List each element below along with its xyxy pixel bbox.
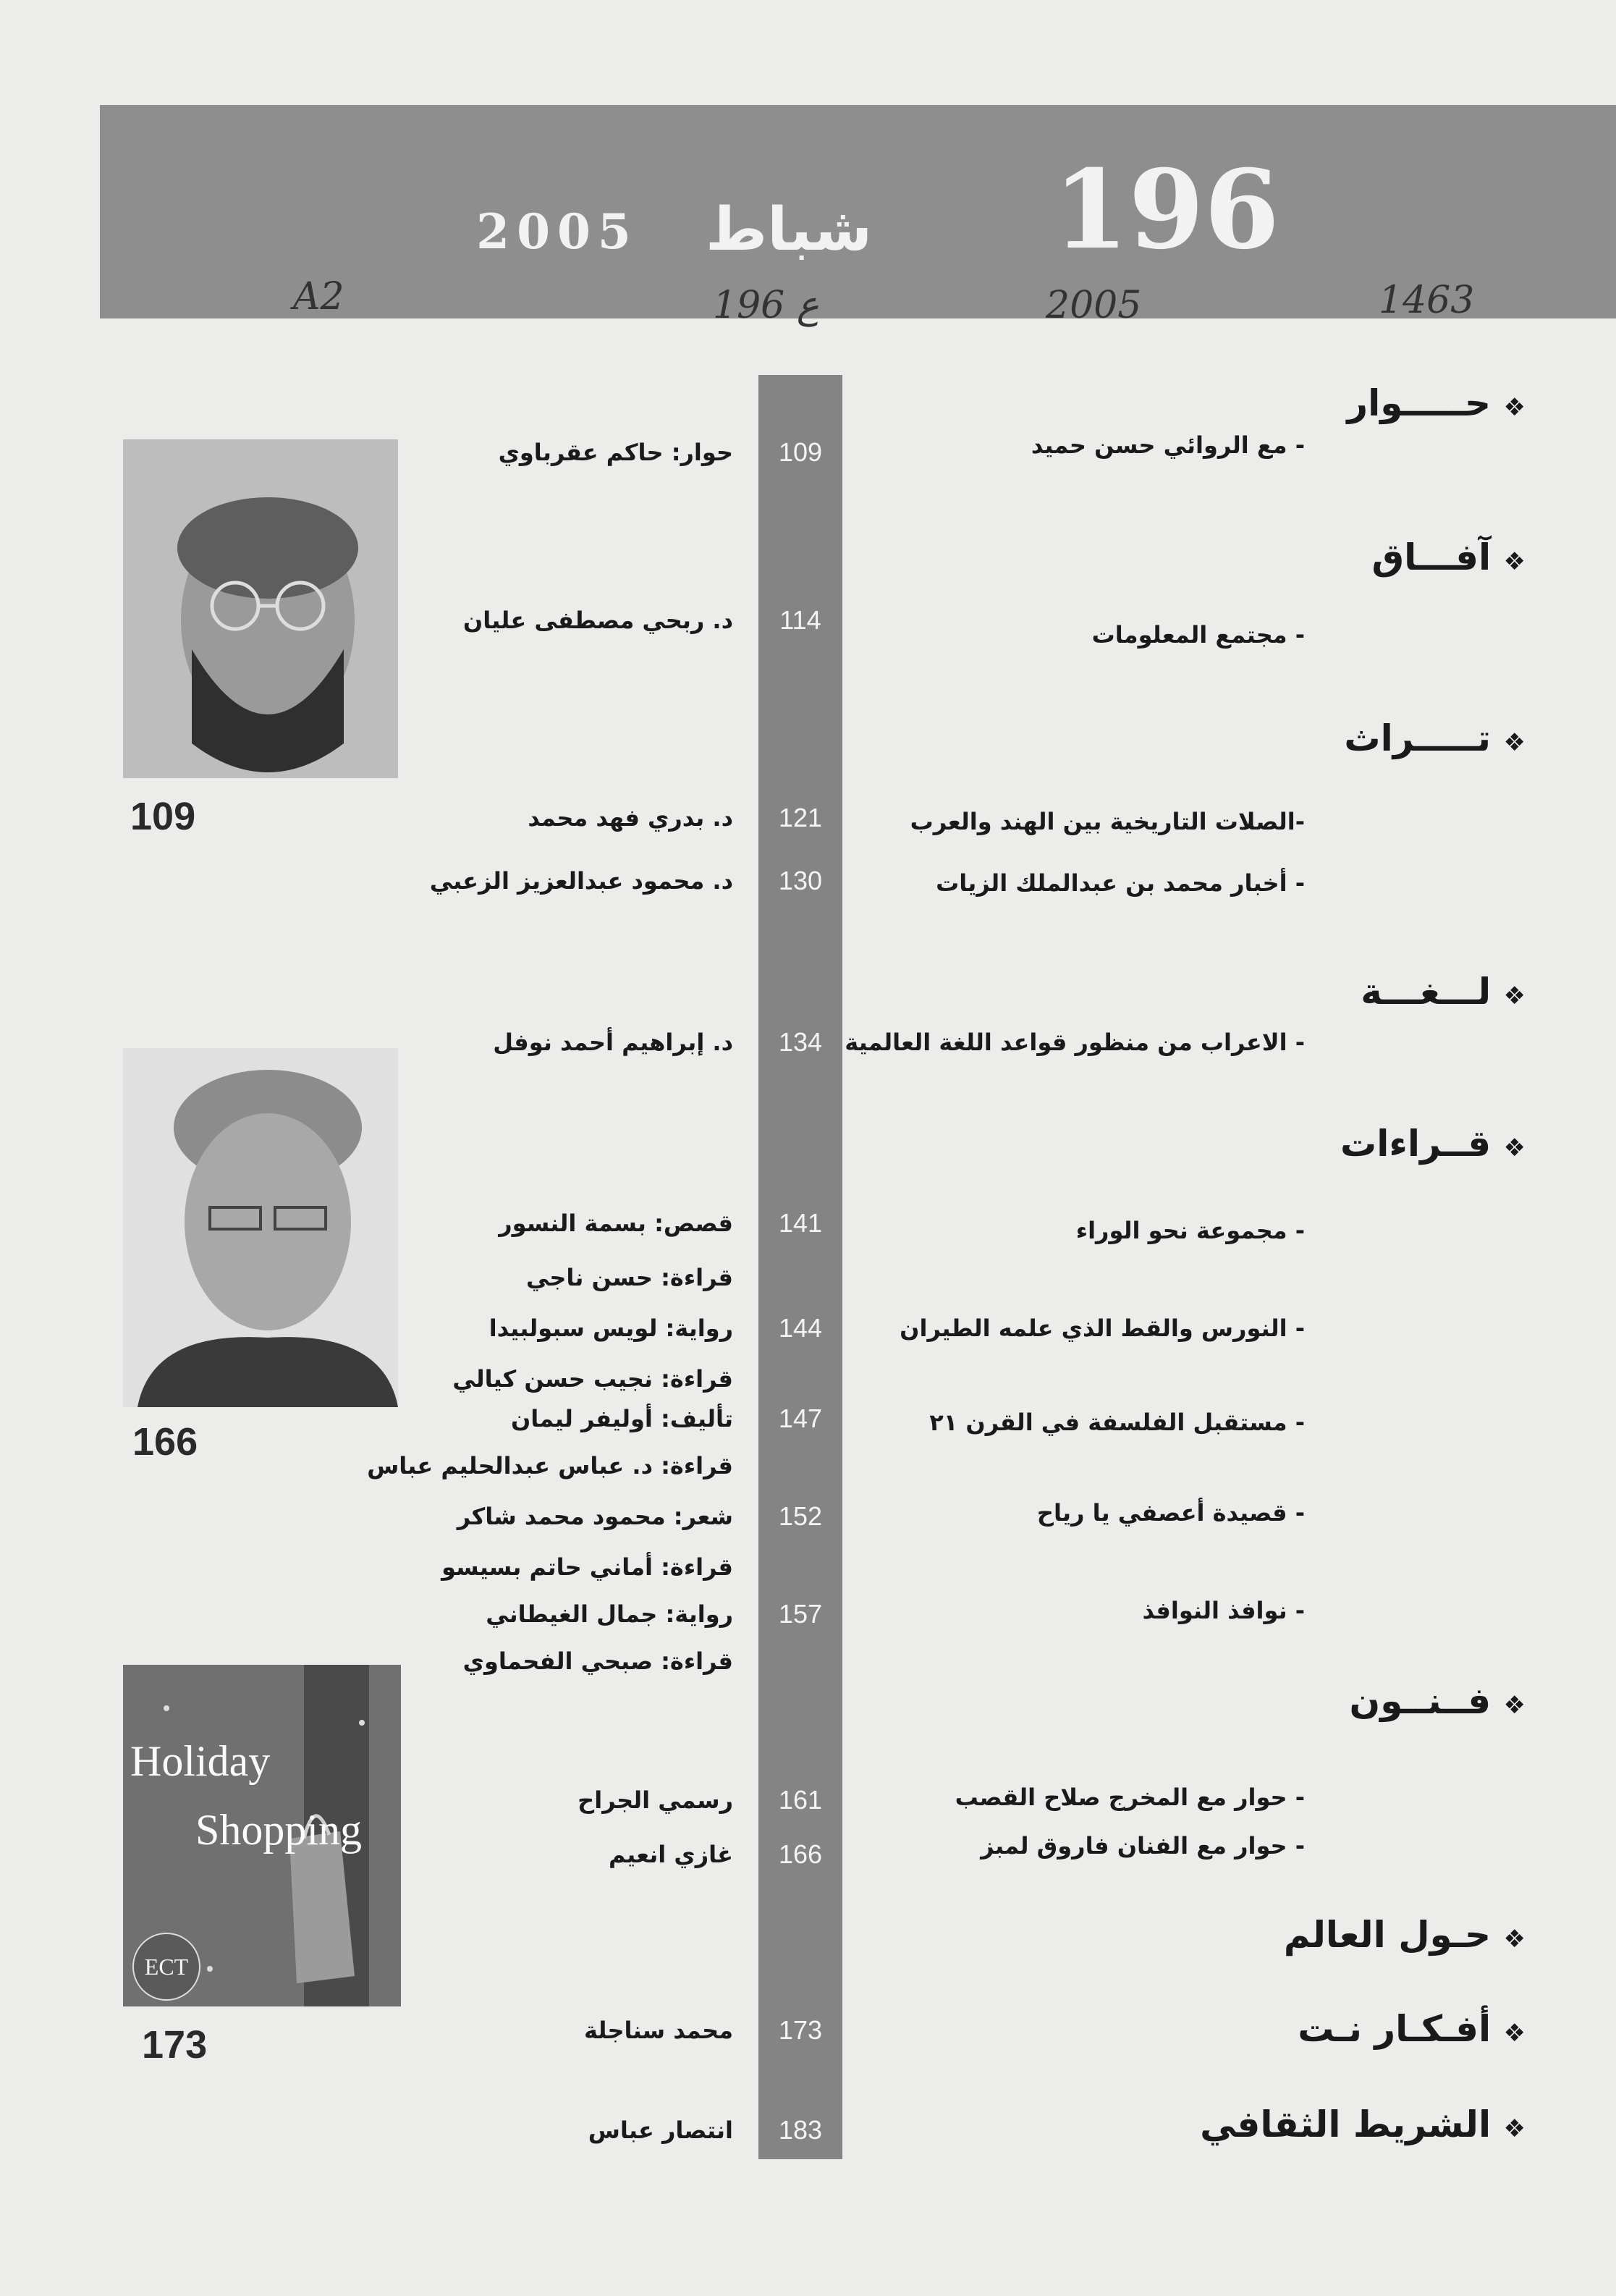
page-number: 166 — [778, 1839, 823, 1869]
author: رواية: لويس سبولبيدا — [488, 1314, 733, 1342]
author: قراءة: نجيب حسن كيالي — [452, 1365, 733, 1393]
author: قصص: بسمة النسور — [499, 1210, 733, 1237]
handwritten-note: 2005 — [1046, 284, 1142, 327]
author-photo — [123, 1048, 398, 1407]
article-title: - مستقبل الفلسفة في القرن ٢١ — [929, 1409, 1305, 1436]
ad-text: Holiday — [130, 1737, 271, 1785]
article-title: - حوار مع المخرج صلاح القصب — [955, 1784, 1305, 1811]
section-heading: ❖ قــراءات — [1340, 1123, 1526, 1165]
page-number: 157 — [778, 1599, 823, 1629]
issue-number: 196 — [1053, 146, 1280, 274]
author: د. ربحي مصطفى عليان — [462, 607, 733, 634]
handwritten-note: 1463 — [1379, 279, 1475, 322]
section-marker-icon: ❖ — [1503, 1691, 1526, 1720]
portrait-icon — [123, 439, 398, 778]
handwritten-note: 196 ع — [713, 284, 819, 327]
author: غازي انعيم — [609, 1841, 733, 1868]
section-heading: ❖ فــنــون — [1349, 1680, 1526, 1722]
portrait-icon — [123, 1048, 398, 1407]
section-marker-icon: ❖ — [1503, 2114, 1526, 2143]
page-number: 121 — [778, 803, 823, 832]
author: قراءة: حسن ناجي — [525, 1264, 733, 1291]
author: شعر: محمود محمد شاكر — [457, 1503, 733, 1530]
section-marker-icon: ❖ — [1503, 1134, 1526, 1162]
page-number: 144 — [778, 1313, 823, 1343]
author: محمد سناجلة — [583, 2017, 733, 2044]
author-photo — [123, 439, 398, 778]
section-marker-icon: ❖ — [1503, 982, 1526, 1010]
ad-logo-icon: ECT — [132, 1933, 200, 2001]
page-number: 161 — [778, 1785, 823, 1815]
article-title: -الصلات التاريخية بين الهند والعرب — [910, 808, 1305, 835]
section-marker-icon: ❖ — [1503, 393, 1526, 422]
section-heading: ❖ أفـكـار نـت — [1298, 2008, 1526, 2050]
author: حوار: حاكم عقرباوي — [498, 439, 733, 466]
article-title: - مع الروائي حسن حميد — [1031, 431, 1305, 459]
section-heading: ❖ الشريط الثقافي — [1200, 2103, 1526, 2145]
author: د. بدري فهد محمد — [528, 804, 733, 832]
author: د. محمود عبدالعزيز الزعبي — [429, 867, 733, 895]
photo-caption: 166 — [132, 1420, 198, 1464]
author: انتصار عباس — [588, 2116, 733, 2144]
article-title: - النورس والقط الذي علمه الطيران — [900, 1314, 1305, 1342]
author: تأليف: أوليفر ليمان — [510, 1405, 733, 1432]
author: رواية: جمال الغيطاني — [486, 1600, 733, 1628]
page-number: 134 — [778, 1027, 823, 1057]
article-title: - حوار مع الفنان فاروق لمبز — [981, 1832, 1305, 1860]
page-number: 173 — [778, 2015, 823, 2045]
author: قراءة: أماني حاتم بسيسو — [441, 1553, 733, 1581]
author: رسمي الجراح — [578, 1786, 733, 1814]
section-marker-icon: ❖ — [1503, 728, 1526, 757]
page-number: 114 — [779, 605, 821, 635]
author: قراءة: د. عباس عبدالحليم عباس — [367, 1452, 733, 1480]
author: قراءة: صبحي الفحماوي — [462, 1647, 733, 1675]
section-heading: ❖ آفـــاق — [1371, 536, 1526, 578]
article-title: - مجموعة نحو الوراء — [1075, 1217, 1305, 1244]
page-number: 141 — [778, 1208, 823, 1238]
section-marker-icon: ❖ — [1503, 547, 1526, 576]
section-heading: ❖ لـــغـــة — [1361, 971, 1526, 1013]
section-heading: ❖ حـول العالم — [1283, 1914, 1526, 1956]
photo-caption: 173 — [142, 2023, 208, 2067]
section-heading: ❖ حـــــوار — [1347, 382, 1526, 424]
page-number: 109 — [778, 437, 823, 467]
ad-text: Shopping — [195, 1806, 363, 1854]
page-number: 130 — [778, 866, 823, 895]
page-number: 152 — [778, 1501, 823, 1531]
author: د. إبراهيم أحمد نوفل — [493, 1029, 733, 1056]
section-marker-icon: ❖ — [1503, 2019, 1526, 2048]
section-heading: ❖ تـــــراث — [1344, 717, 1526, 759]
page-number-bar — [758, 375, 842, 2159]
article-title: - قصيدة أعصفي يا رياح — [1036, 1499, 1305, 1527]
page-number: 147 — [778, 1404, 823, 1433]
article-title: - نوافذ النوافذ — [1142, 1597, 1305, 1624]
article-title: - مجتمع المعلومات — [1091, 621, 1305, 649]
handwritten-note: A2 — [293, 275, 344, 318]
photo-caption: 109 — [130, 795, 196, 838]
article-title: - الاعراب من منظور قواعد اللغة العالمية — [845, 1029, 1305, 1056]
issue-month: شباط — [705, 195, 873, 264]
issue-year: 2005 — [476, 203, 638, 260]
section-marker-icon: ❖ — [1503, 1925, 1526, 1954]
page-number: 183 — [778, 2115, 823, 2145]
article-title: - أخبار محمد بن عبدالملك الزيات — [936, 869, 1305, 897]
